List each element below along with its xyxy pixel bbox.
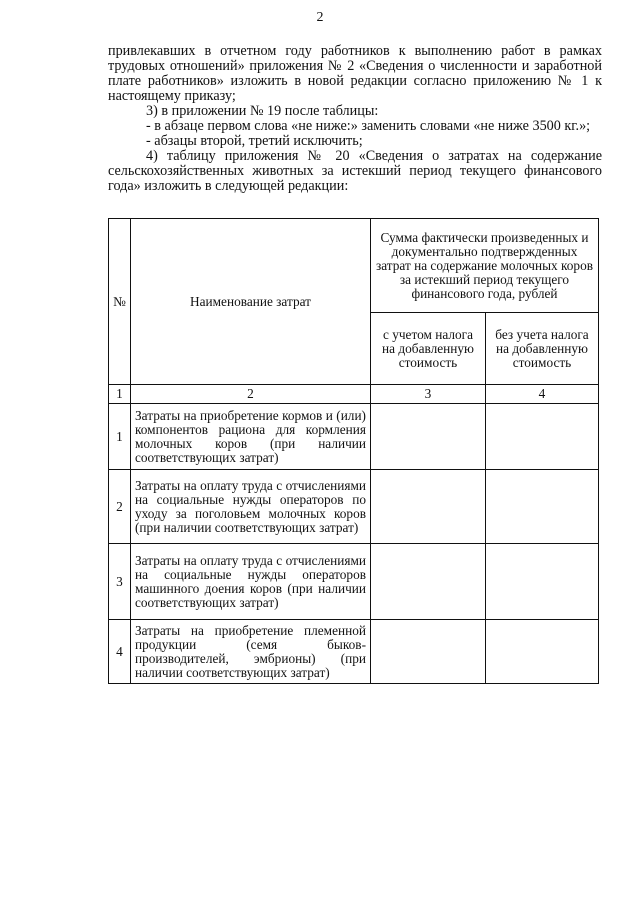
row-number: 4: [109, 620, 131, 684]
row-with-vat: [371, 620, 486, 684]
paragraph-subitem-1: - в абзаце первом слова «не ниже:» заменить словами «не ниже 3500 кг.»;: [146, 118, 591, 134]
costs-table-wrapper: [108, 218, 599, 684]
row-without-vat: [486, 544, 599, 620]
page-number: 2: [316, 10, 324, 25]
table-row: [109, 544, 599, 620]
paragraph-item-3: 3) в приложении № 19 после таблицы:: [146, 103, 379, 119]
table-row: [109, 620, 599, 684]
header-without-vat: без учета налога на добавленную стоимость: [486, 313, 599, 385]
header-number: №: [109, 219, 131, 385]
table-row: [109, 470, 599, 544]
table-row: [109, 404, 599, 470]
row-number: 1: [109, 404, 131, 470]
row-with-vat: [371, 470, 486, 544]
header-cost-name: Наименование затрат: [131, 219, 371, 385]
row-without-vat: [486, 620, 599, 684]
col-number-3: 3: [371, 385, 486, 404]
col-number-4: 4: [486, 385, 599, 404]
row-number: 3: [109, 544, 131, 620]
row-cost-name: Затраты на оплату труда с отчислениями на социальные нужды операторов по уходу за поголовьем молочных коров (при наличии соответствующих затрат): [131, 470, 371, 544]
header-with-vat: с учетом налога на добавленную стоимость: [371, 313, 486, 385]
document-body: [108, 44, 602, 194]
row-cost-name: Затраты на приобретение кормов и (или) компонентов рациона для кормления молочных коров (при наличии соответствующих затрат): [131, 404, 371, 470]
col-number-1: 1: [109, 385, 131, 404]
row-with-vat: [371, 404, 486, 470]
costs-table: [108, 218, 599, 684]
paragraph-continuation: привлекавших в отчетном году работников к выполнению работ в рамках трудовых отношений» приложения № 2 «Сведения о численности и заработной плате работников» изложить в новой редакции согласно приложению № 1 к настоящему приказу;: [108, 43, 602, 104]
row-cost-name: Затраты на приобретение племенной продукции (семя быков-производителей, эмбрионы) (при наличии соответствующих затрат): [131, 620, 371, 684]
paragraph-subitem-2: - абзацы второй, третий исключить;: [146, 133, 363, 149]
col-number-2: 2: [131, 385, 371, 404]
header-sum: Сумма фактически произведенных и документально подтвержденных затрат на содержание молочных коров за истекший период текущего финансового года, рублей: [371, 219, 599, 313]
row-number: 2: [109, 470, 131, 544]
row-without-vat: [486, 470, 599, 544]
row-with-vat: [371, 544, 486, 620]
paragraph-item-4: 4) таблицу приложения № 20 «Сведения о затратах на содержание сельскохозяйственных животных за истекший период текущего финансового года» изложить в следующей редакции:: [108, 148, 602, 194]
row-without-vat: [486, 404, 599, 470]
row-cost-name: Затраты на оплату труда с отчислениями на социальные нужды операторов машинного доения коров (при наличии соответствующих затрат): [131, 544, 371, 620]
